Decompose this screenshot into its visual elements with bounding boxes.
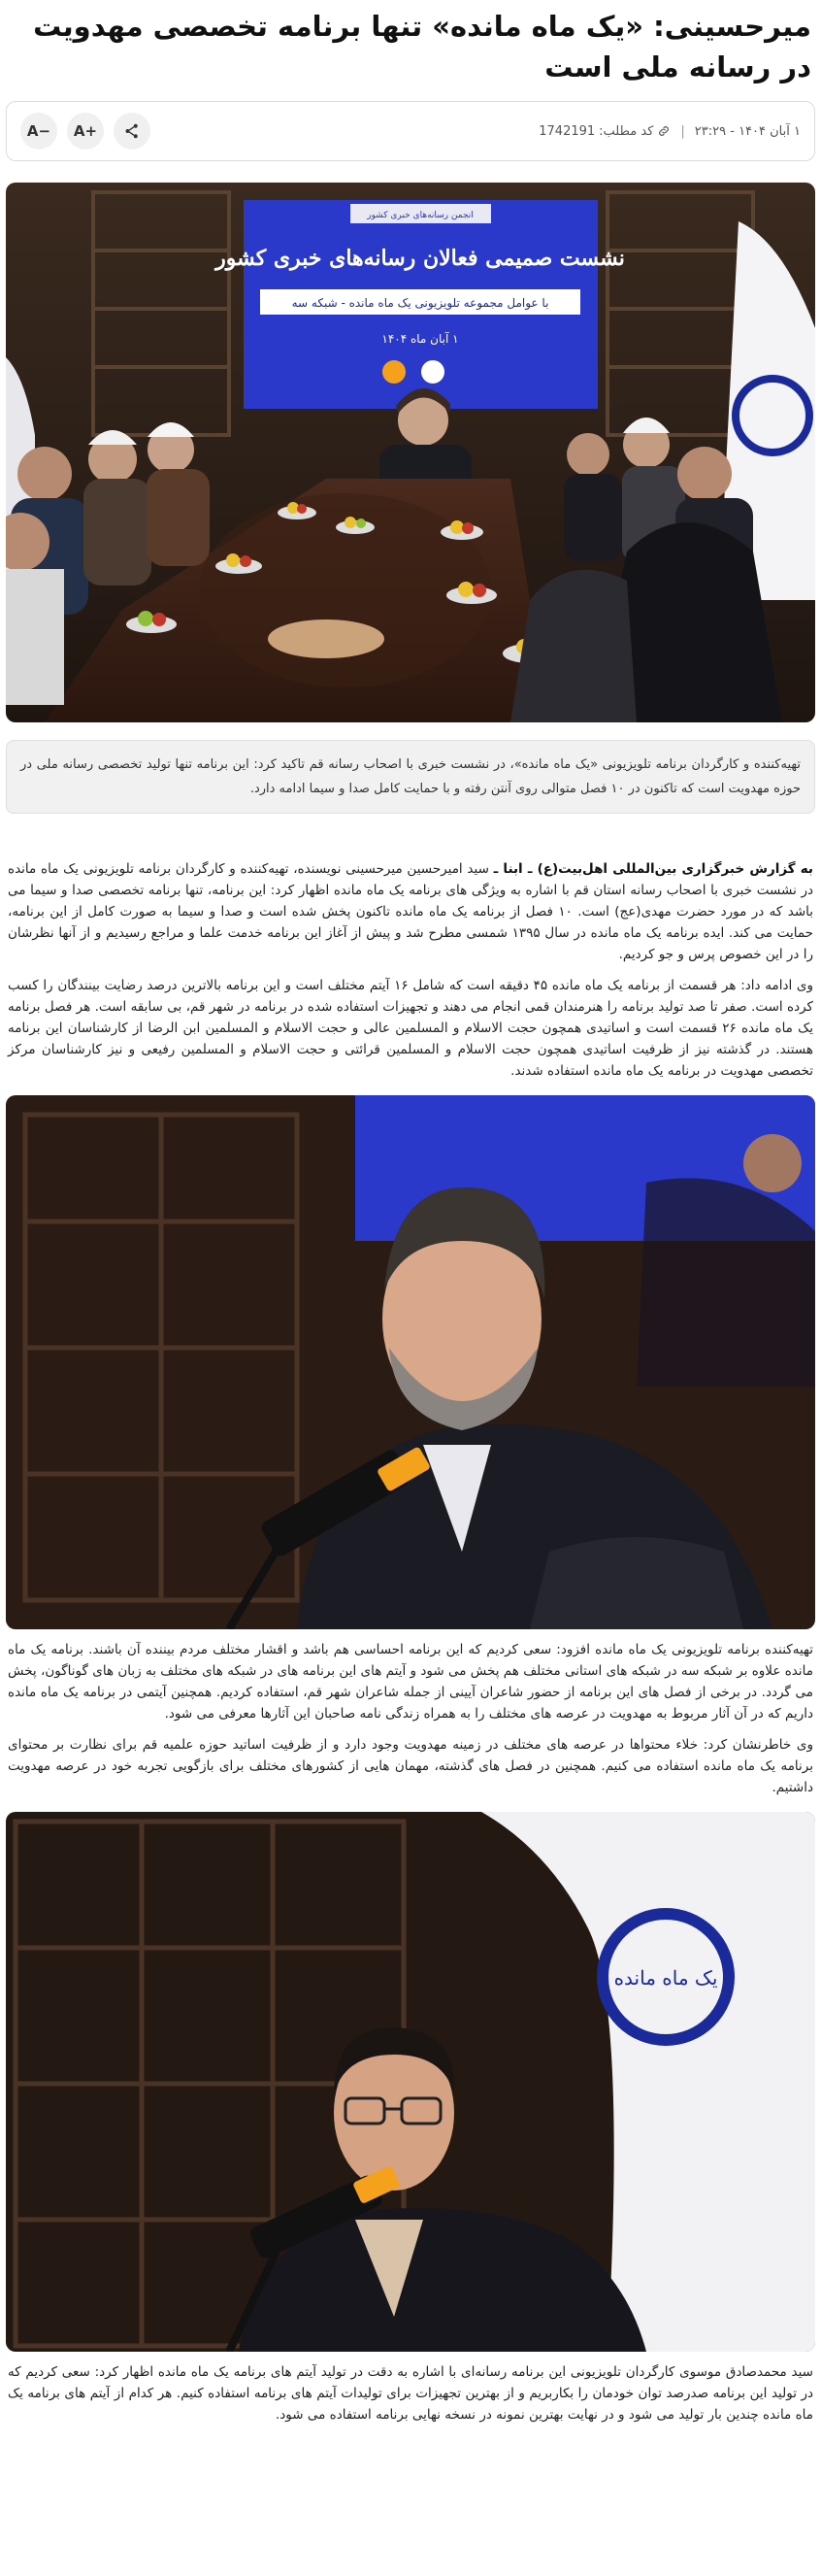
- font-decrease-button[interactable]: A−: [20, 113, 57, 150]
- link-icon: [657, 124, 671, 138]
- speaker-photo-2: [6, 1812, 815, 2352]
- banner-date: ۱ آبان ماه ۱۴۰۴: [381, 332, 459, 346]
- paragraph-2: وی ادامه داد: هر قسمت از برنامه یک ماه مانده ۴۵ دقیقه است که شامل ۱۶ آیتم مختلف است و این برنامه بالاترین درصد رضایت بینندگان را کسب کرده است. صفر تا صد تولید برنامه را هنرمندان قمی انجام می دهند و تجهیزات استفاده شده در برنامه در شهر قم، بی سابقه است. هر فصل برنامه یک ماه مانده ۲۶ قسمت است و اساتیدی همچون حجت الاسلام و المسلمین عالی و حجت الاسلام و المسلمین ابن الرضا از کارشناسان این برنامه هستند. در گذشته نیز از ظرفیت اساتیدی همچون حجت الاسلام و المسلمین قرائتی و حجت الاسلام و المسلمین رفیعی و نیز کارشناسان مرکز تخصصی مهدویت در برنامه یک ماه مانده استفاده شدند.: [8, 978, 813, 1079]
- banner-subtitle: با عوامل مجموعه تلویزیونی یک ماه مانده - شبکه سه: [291, 296, 549, 310]
- article-tools: [20, 113, 150, 150]
- share-button[interactable]: [114, 113, 150, 150]
- paragraph-3: تهیه‌کننده برنامه تلویزیونی یک ماه مانده افزود: سعی کردیم که این برنامه احساسی هم باشد و اقشار مختلف مردم بیننده آن باشند. برنامه یک ماه مانده علاوه بر شبکه سه در شبکه های استانی مختلف هم پخش می شود و آیتم های این برنامه های در شبکه های مختلف به زبان های گوناگون، پخش می گردد. در برخی از فصل های این برنامه از حضور شاعران آیینی از جمله شاعران شهر قم، استفاده کردیم. همچنین آیتمی در برنامه یک ماه مانده داریم که در آن آثار مربوط به مهدویت در عرصه های مختلف را به همراه زندگی نامه صاحبان این آثارها معرفی می شود.: [8, 1642, 813, 1722]
- paragraph-1: به گزارش خبرگزاری بین‌المللی اهل‌بیت(ع) ـ ابنا ـ سید امیرحسین میرحسینی نویسنده، تهیه‌کننده و کارگردان برنامه تلویزیونی یک ماه مانده در نشست خبری با اصحاب رسانه استان قم با اشاره به ویژگی های برنامه یک ماه مانده اظهار کرد: این برنامه، تنها برنامه تخصصی صدا و سیما می باشد که در مورد حضرت مهدی(عج) است. ۱۰ فصل از برنامه یک ماه مانده تاکنون پخش شده است و صدا و سیما به صورت کامل از این برنامه، حمایت می کند. ایده برنامه یک ماه مانده در سال ۱۳۹۵ شمسی مطرح شد و پیش از آغاز این برنامه خدمت علما و مراجع رسیدیم و از آنها نظرشان را در این خصوص پرس و جو کردیم.: [8, 861, 814, 962]
- publish-date: ۱ آبان ۱۴۰۴ - ۲۳:۲۹: [694, 123, 801, 139]
- article-code-label: کد مطلب:: [599, 123, 654, 139]
- paragraph-4: وی خاطرنشان کرد: خلاء محتواها در عرصه های مختلف در زمینه مهدویت وجود دارد و از ظرفیت اساتید حوزه علمیه قم برای نظارت بر محتوای برنامه یک ماه مانده استفاده می کنیم. همچنین در فصل های گذشته، مهمان هایی از کشورهای مختلف برای بازگویی تجربه خود در عرصه مهدویت داشتیم.: [8, 1737, 813, 1795]
- show-logo-text: یک ماه مانده: [613, 1966, 718, 1990]
- banner-title: نشست صمیمی فعالان رسانه‌های خبری کشور: [215, 246, 625, 271]
- article-meta-bar: [6, 101, 815, 161]
- article-code-value: 1742191: [539, 123, 596, 139]
- banner-top-label: انجمن رسانه‌های خبری کشور: [367, 211, 474, 220]
- speaker-photo-1: [6, 1095, 815, 1629]
- press-conference-photo: [6, 183, 815, 722]
- article-meta: ۱ آبان ۱۴۰۴ - ۲۳:۲۹ | کد مطلب: 1742191: [539, 123, 801, 139]
- share-icon: [123, 122, 141, 140]
- article-code[interactable]: [539, 124, 671, 139]
- paragraph-5: سید محمدصادق موسوی کارگردان تلویزیونی این برنامه رسانه‌ای با اشاره به دقت در تولید آیتم های برنامه یک ماه مانده اظهار کرد: سعی کردیم که در تولید این برنامه صدرصد توان خودمان را بکاربریم و از بهترین تجهیزات برای تولیدات آیتم های برنامه استفاده کنیم. هر کدام از آیتم های برنامه یک ماه مانده چندین بار تولید می شود و در نهایت بهترین نمونه در نسخه نهایی برنامه استفاده می شود.: [8, 2364, 813, 2423]
- news-source: به گزارش خبرگزاری بین‌المللی اهل‌بیت(ع) ـ ابنا ـ: [493, 861, 813, 877]
- article-title: میرحسینی: «یک ماه مانده» تنها برنامه تخصصی مهدویت در رسانه ملی است: [33, 10, 811, 84]
- font-increase-button[interactable]: A+: [67, 113, 104, 150]
- article-lead: تهیه‌کننده و کارگردان برنامه تلویزیونی «یک ماه مانده»، در نشست خبری با اصحاب رسانه قم تاکید کرد: این برنامه تنها تولید تخصصی رسانه ملی در حوزه مهدویت است که تاکنون در ۱۰ فصل متوالی روی آنتن رفته و با حمایت کامل صدا و سیما ادامه دارد.: [6, 740, 815, 814]
